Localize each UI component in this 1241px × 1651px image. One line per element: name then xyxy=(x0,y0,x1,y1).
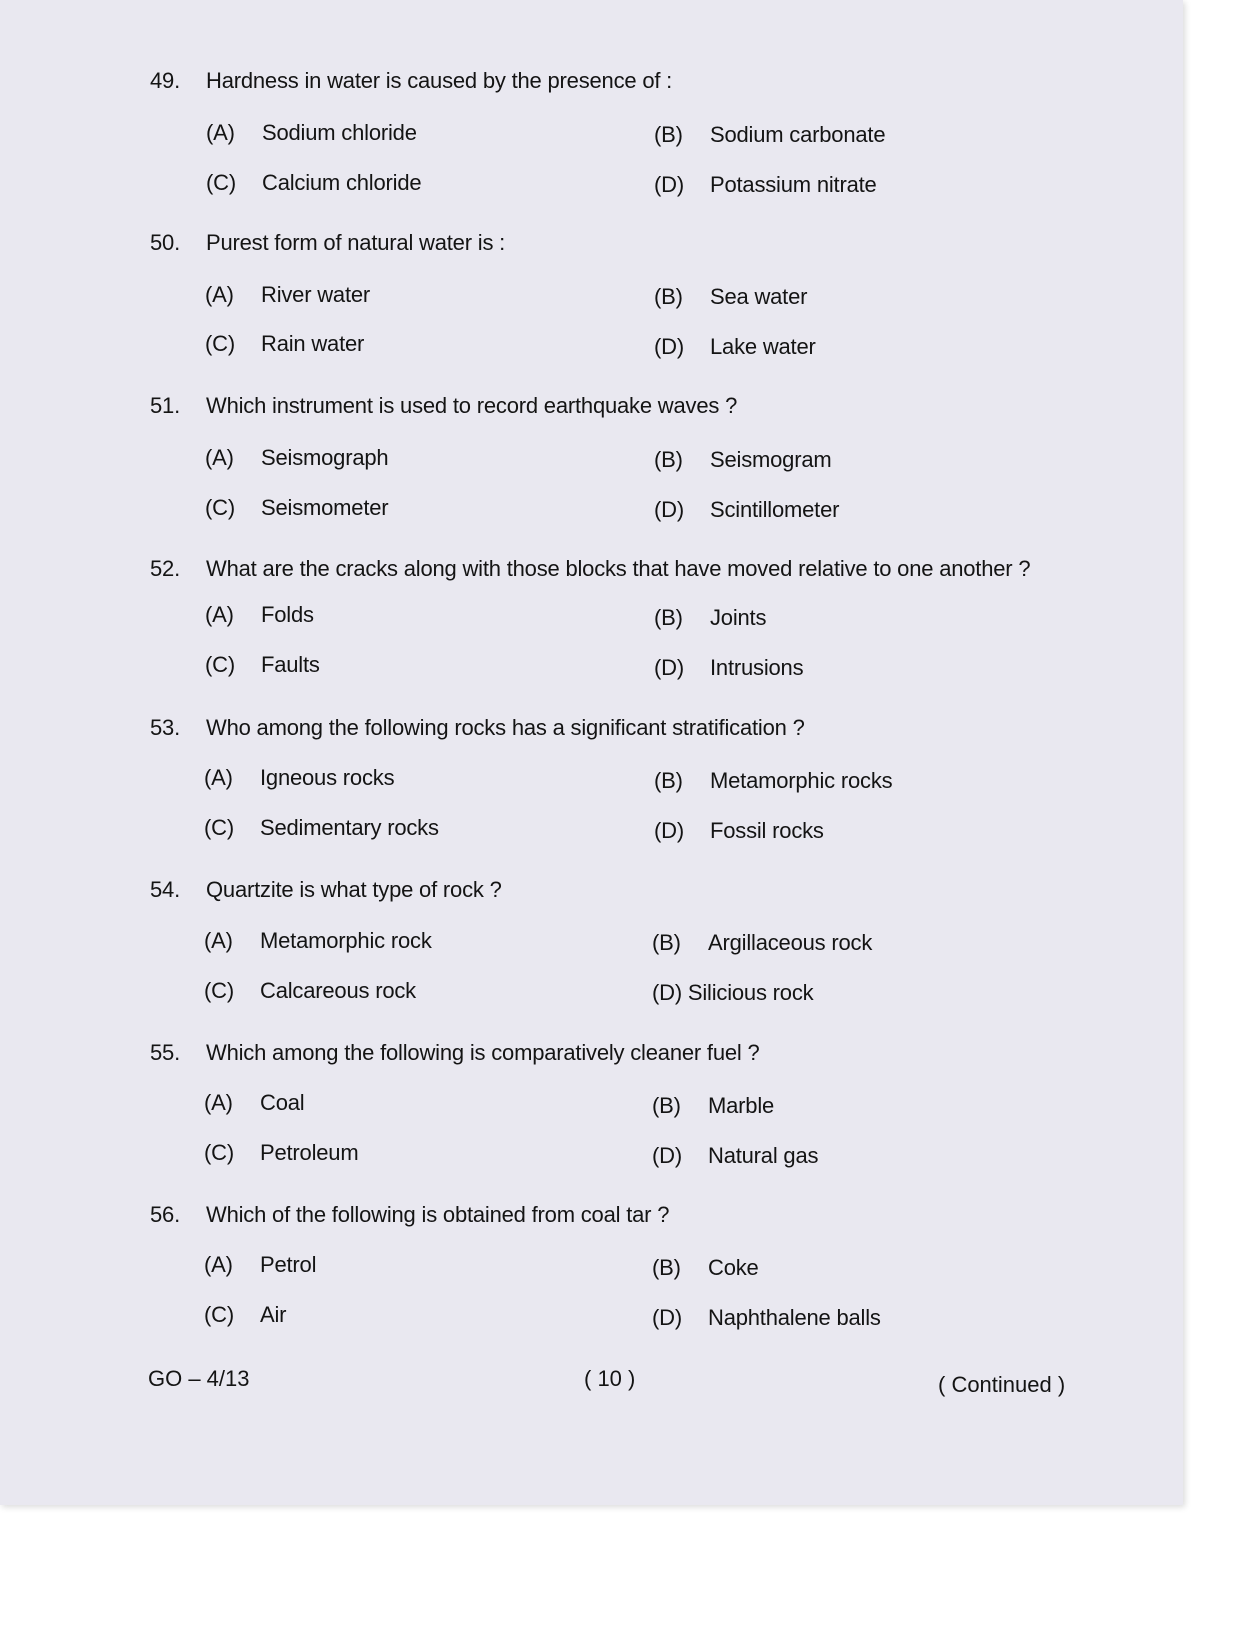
option-c: (C) Petroleum xyxy=(204,1140,359,1165)
question-number: 51. xyxy=(150,393,180,418)
option-b: (B) Sea water xyxy=(654,284,808,309)
option-d: (D) Naphthalene balls xyxy=(652,1305,881,1330)
question-text: Quartzite is what type of rock ? xyxy=(206,877,502,902)
question-number: 53. xyxy=(150,715,180,740)
option-a: (A) Sodium chloride xyxy=(206,120,417,145)
question-number: 54. xyxy=(150,877,180,902)
question-number: 56. xyxy=(150,1202,180,1227)
option-d: (D) Fossil rocks xyxy=(654,818,824,843)
option-d: (D) Potassium nitrate xyxy=(654,172,877,197)
option-a: (A) River water xyxy=(205,282,371,307)
question-text: What are the cracks along with those blocks that have moved relative to one another ? xyxy=(206,556,1031,581)
option-c: (C) Rain water xyxy=(205,331,365,356)
question-text: Which of the following is obtained from coal tar ? xyxy=(206,1202,670,1227)
option-c: (C) Air xyxy=(204,1302,287,1327)
continued-label: ( Continued ) xyxy=(938,1372,1066,1397)
question-text: Which instrument is used to record earthquake waves ? xyxy=(206,393,738,418)
option-d: (D) Intrusions xyxy=(654,655,804,680)
option-b: (B) Argillaceous rock xyxy=(652,930,873,955)
option-b: (B) Sodium carbonate xyxy=(654,122,886,147)
question-text: Purest form of natural water is : xyxy=(206,230,506,255)
option-c: (C) Calcium chloride xyxy=(206,170,422,195)
paper-code: GO – 4/13 xyxy=(148,1366,250,1391)
option-a: (A) Coal xyxy=(204,1090,305,1115)
option-c: (C) Faults xyxy=(205,652,320,677)
option-b: (B) Joints xyxy=(654,605,767,630)
option-a: (A) Folds xyxy=(205,602,314,627)
option-d: (D) Scintillometer xyxy=(654,497,840,522)
page-number: ( 10 ) xyxy=(584,1366,636,1391)
option-c: (C) Seismometer xyxy=(205,495,389,520)
option-a: (A) Petrol xyxy=(204,1252,317,1277)
option-b: (B) Coke xyxy=(652,1255,759,1280)
option-a: (A) Metamorphic rock xyxy=(204,928,432,953)
question-number: 52. xyxy=(150,556,180,581)
option-b: (B) Seismogram xyxy=(654,447,832,472)
option-c: (C) Calcareous rock xyxy=(204,978,416,1003)
option-d: (D) Lake water xyxy=(654,334,816,359)
option-a: (A) Seismograph xyxy=(205,445,389,470)
option-d: (D) Natural gas xyxy=(652,1143,819,1168)
question-text: Which among the following is comparatively cleaner fuel ? xyxy=(206,1040,760,1065)
option-d: (D) Silicious rock xyxy=(652,980,814,1005)
option-a: (A) Igneous rocks xyxy=(204,765,395,790)
question-number: 49. xyxy=(150,68,180,93)
question-number: 55. xyxy=(150,1040,180,1065)
option-b: (B) Marble xyxy=(652,1093,775,1118)
question-text: Who among the following rocks has a significant stratification ? xyxy=(206,715,805,740)
option-b: (B) Metamorphic rocks xyxy=(654,768,893,793)
question-number: 50. xyxy=(150,230,180,255)
question-text: Hardness in water is caused by the presence of : xyxy=(206,68,673,93)
option-c: (C) Sedimentary rocks xyxy=(204,815,439,840)
